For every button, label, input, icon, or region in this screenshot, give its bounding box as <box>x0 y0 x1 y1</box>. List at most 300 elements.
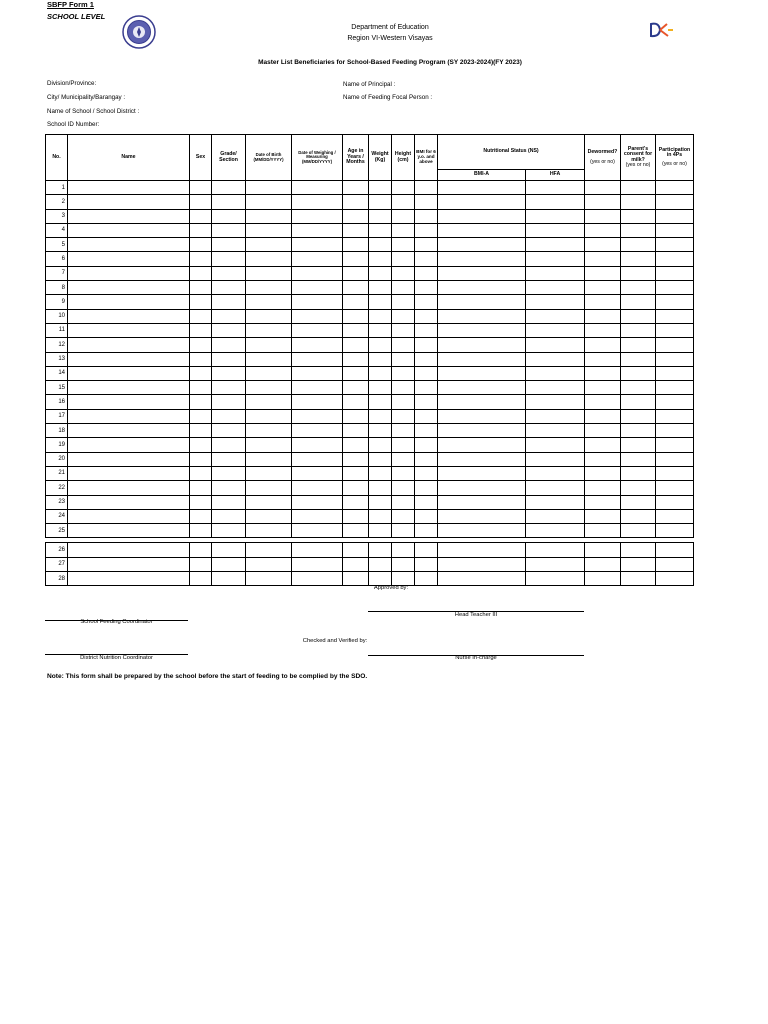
table-cell[interactable] <box>438 452 526 466</box>
table-cell[interactable] <box>369 195 392 209</box>
table-cell[interactable] <box>343 309 369 323</box>
table-cell[interactable] <box>656 281 694 295</box>
table-cell[interactable] <box>415 543 438 557</box>
table-cell[interactable] <box>585 238 621 252</box>
table-cell[interactable] <box>246 295 292 309</box>
table-cell[interactable] <box>656 252 694 266</box>
table-cell[interactable] <box>526 281 585 295</box>
table-cell[interactable] <box>438 366 526 380</box>
table-cell[interactable] <box>68 266 190 280</box>
table-cell[interactable] <box>656 309 694 323</box>
table-cell[interactable] <box>292 481 343 495</box>
table-cell[interactable] <box>292 381 343 395</box>
table-cell[interactable] <box>526 366 585 380</box>
table-cell[interactable] <box>343 557 369 571</box>
table-cell[interactable] <box>212 543 246 557</box>
table-cell[interactable] <box>68 381 190 395</box>
table-cell[interactable] <box>656 495 694 509</box>
table-cell[interactable] <box>68 209 190 223</box>
table-cell[interactable] <box>68 557 190 571</box>
table-cell[interactable] <box>526 209 585 223</box>
table-cell[interactable] <box>190 252 212 266</box>
table-cell[interactable] <box>246 524 292 538</box>
table-cell[interactable] <box>343 381 369 395</box>
table-cell[interactable] <box>190 395 212 409</box>
table-cell[interactable] <box>526 409 585 423</box>
table-cell[interactable] <box>292 424 343 438</box>
table-cell[interactable] <box>526 352 585 366</box>
table-cell[interactable] <box>585 309 621 323</box>
table-cell[interactable] <box>415 524 438 538</box>
table-cell[interactable] <box>246 352 292 366</box>
table-cell[interactable] <box>392 524 415 538</box>
table-cell[interactable] <box>369 495 392 509</box>
table-cell[interactable] <box>246 509 292 523</box>
table-cell[interactable] <box>212 223 246 237</box>
table-cell[interactable] <box>246 281 292 295</box>
table-cell[interactable] <box>343 524 369 538</box>
table-cell[interactable] <box>246 381 292 395</box>
table-cell[interactable] <box>526 481 585 495</box>
table-cell[interactable] <box>585 557 621 571</box>
table-cell[interactable] <box>212 481 246 495</box>
table-cell[interactable] <box>415 266 438 280</box>
table-cell[interactable] <box>343 481 369 495</box>
table-cell[interactable] <box>212 295 246 309</box>
table-cell[interactable] <box>656 181 694 195</box>
table-cell[interactable] <box>585 266 621 280</box>
table-cell[interactable] <box>526 338 585 352</box>
table-cell[interactable] <box>369 509 392 523</box>
table-cell[interactable] <box>212 509 246 523</box>
table-cell[interactable] <box>246 495 292 509</box>
table-cell[interactable] <box>369 543 392 557</box>
table-cell[interactable] <box>438 338 526 352</box>
table-cell[interactable] <box>415 238 438 252</box>
table-cell[interactable] <box>68 395 190 409</box>
table-cell[interactable] <box>212 572 246 586</box>
table-cell[interactable] <box>343 466 369 480</box>
table-cell[interactable] <box>369 223 392 237</box>
table-cell[interactable] <box>212 438 246 452</box>
table-cell[interactable] <box>212 395 246 409</box>
table-cell[interactable] <box>292 495 343 509</box>
table-cell[interactable] <box>621 223 656 237</box>
table-cell[interactable] <box>621 338 656 352</box>
table-cell[interactable] <box>190 195 212 209</box>
table-cell[interactable] <box>369 409 392 423</box>
table-cell[interactable] <box>292 252 343 266</box>
table-cell[interactable] <box>526 266 585 280</box>
table-cell[interactable] <box>585 281 621 295</box>
table-cell[interactable] <box>415 323 438 337</box>
table-cell[interactable] <box>392 509 415 523</box>
table-cell[interactable] <box>246 438 292 452</box>
table-cell[interactable] <box>585 452 621 466</box>
table-cell[interactable] <box>246 309 292 323</box>
table-cell[interactable] <box>343 572 369 586</box>
table-cell[interactable] <box>246 543 292 557</box>
table-cell[interactable] <box>526 495 585 509</box>
table-cell[interactable] <box>369 266 392 280</box>
table-cell[interactable] <box>621 495 656 509</box>
table-cell[interactable] <box>621 466 656 480</box>
table-cell[interactable] <box>190 223 212 237</box>
table-cell[interactable] <box>246 223 292 237</box>
table-cell[interactable] <box>212 381 246 395</box>
table-cell[interactable] <box>343 266 369 280</box>
table-cell[interactable] <box>392 543 415 557</box>
table-cell[interactable] <box>438 509 526 523</box>
table-cell[interactable] <box>343 338 369 352</box>
table-cell[interactable] <box>415 495 438 509</box>
table-cell[interactable] <box>585 395 621 409</box>
table-cell[interactable] <box>246 338 292 352</box>
table-cell[interactable] <box>68 281 190 295</box>
table-cell[interactable] <box>190 323 212 337</box>
table-cell[interactable] <box>621 352 656 366</box>
table-cell[interactable] <box>369 557 392 571</box>
table-cell[interactable] <box>438 238 526 252</box>
table-cell[interactable] <box>392 452 415 466</box>
table-cell[interactable] <box>621 309 656 323</box>
table-cell[interactable] <box>438 309 526 323</box>
table-cell[interactable] <box>292 557 343 571</box>
table-cell[interactable] <box>369 295 392 309</box>
table-cell[interactable] <box>392 266 415 280</box>
table-cell[interactable] <box>369 252 392 266</box>
table-cell[interactable] <box>343 209 369 223</box>
table-cell[interactable] <box>621 195 656 209</box>
table-cell[interactable] <box>656 366 694 380</box>
table-cell[interactable] <box>438 395 526 409</box>
table-cell[interactable] <box>526 395 585 409</box>
table-cell[interactable] <box>656 438 694 452</box>
table-cell[interactable] <box>190 572 212 586</box>
table-cell[interactable] <box>190 438 212 452</box>
table-cell[interactable] <box>212 424 246 438</box>
table-cell[interactable] <box>621 281 656 295</box>
table-cell[interactable] <box>369 238 392 252</box>
table-cell[interactable] <box>292 452 343 466</box>
table-cell[interactable] <box>621 238 656 252</box>
table-cell[interactable] <box>369 338 392 352</box>
table-cell[interactable] <box>526 557 585 571</box>
table-cell[interactable] <box>438 524 526 538</box>
table-cell[interactable] <box>392 381 415 395</box>
table-cell[interactable] <box>621 543 656 557</box>
table-cell[interactable] <box>526 452 585 466</box>
table-cell[interactable] <box>392 409 415 423</box>
table-cell[interactable] <box>292 309 343 323</box>
table-cell[interactable] <box>656 572 694 586</box>
table-cell[interactable] <box>438 572 526 586</box>
table-cell[interactable] <box>415 466 438 480</box>
table-cell[interactable] <box>246 557 292 571</box>
table-cell[interactable] <box>68 409 190 423</box>
table-cell[interactable] <box>369 524 392 538</box>
table-cell[interactable] <box>68 195 190 209</box>
table-cell[interactable] <box>190 452 212 466</box>
table-cell[interactable] <box>68 252 190 266</box>
table-cell[interactable] <box>415 381 438 395</box>
table-cell[interactable] <box>292 223 343 237</box>
table-cell[interactable] <box>190 381 212 395</box>
table-cell[interactable] <box>68 524 190 538</box>
table-cell[interactable] <box>585 366 621 380</box>
table-cell[interactable] <box>656 381 694 395</box>
table-cell[interactable] <box>656 409 694 423</box>
table-cell[interactable] <box>526 466 585 480</box>
table-cell[interactable] <box>246 252 292 266</box>
table-cell[interactable] <box>369 395 392 409</box>
table-cell[interactable] <box>68 466 190 480</box>
table-cell[interactable] <box>190 481 212 495</box>
table-cell[interactable] <box>585 572 621 586</box>
table-cell[interactable] <box>526 295 585 309</box>
table-cell[interactable] <box>292 543 343 557</box>
table-cell[interactable] <box>585 424 621 438</box>
table-cell[interactable] <box>343 366 369 380</box>
table-cell[interactable] <box>392 238 415 252</box>
table-cell[interactable] <box>415 409 438 423</box>
table-cell[interactable] <box>392 209 415 223</box>
table-cell[interactable] <box>526 238 585 252</box>
table-cell[interactable] <box>621 409 656 423</box>
table-cell[interactable] <box>656 223 694 237</box>
table-cell[interactable] <box>656 424 694 438</box>
table-cell[interactable] <box>212 323 246 337</box>
table-cell[interactable] <box>343 543 369 557</box>
table-cell[interactable] <box>190 181 212 195</box>
table-cell[interactable] <box>585 295 621 309</box>
table-cell[interactable] <box>585 381 621 395</box>
table-cell[interactable] <box>621 381 656 395</box>
table-cell[interactable] <box>343 395 369 409</box>
table-cell[interactable] <box>621 557 656 571</box>
table-cell[interactable] <box>392 557 415 571</box>
table-cell[interactable] <box>343 195 369 209</box>
table-cell[interactable] <box>369 424 392 438</box>
table-cell[interactable] <box>656 338 694 352</box>
table-cell[interactable] <box>212 281 246 295</box>
table-cell[interactable] <box>369 381 392 395</box>
table-cell[interactable] <box>585 195 621 209</box>
table-cell[interactable] <box>415 424 438 438</box>
table-cell[interactable] <box>415 252 438 266</box>
table-cell[interactable] <box>526 543 585 557</box>
table-cell[interactable] <box>415 366 438 380</box>
table-cell[interactable] <box>526 438 585 452</box>
table-cell[interactable] <box>621 323 656 337</box>
table-cell[interactable] <box>438 543 526 557</box>
table-cell[interactable] <box>68 223 190 237</box>
table-cell[interactable] <box>656 557 694 571</box>
table-cell[interactable] <box>343 424 369 438</box>
table-cell[interactable] <box>656 481 694 495</box>
table-cell[interactable] <box>415 338 438 352</box>
table-cell[interactable] <box>246 481 292 495</box>
table-cell[interactable] <box>585 524 621 538</box>
table-cell[interactable] <box>585 495 621 509</box>
table-cell[interactable] <box>369 466 392 480</box>
table-cell[interactable] <box>343 252 369 266</box>
table-cell[interactable] <box>656 524 694 538</box>
table-cell[interactable] <box>212 495 246 509</box>
table-cell[interactable] <box>246 181 292 195</box>
table-cell[interactable] <box>438 281 526 295</box>
table-cell[interactable] <box>68 572 190 586</box>
table-cell[interactable] <box>343 295 369 309</box>
table-cell[interactable] <box>369 209 392 223</box>
table-cell[interactable] <box>246 323 292 337</box>
table-cell[interactable] <box>621 295 656 309</box>
table-cell[interactable] <box>190 352 212 366</box>
table-cell[interactable] <box>415 452 438 466</box>
table-cell[interactable] <box>212 181 246 195</box>
table-cell[interactable] <box>68 424 190 438</box>
table-cell[interactable] <box>621 438 656 452</box>
table-cell[interactable] <box>621 366 656 380</box>
table-cell[interactable] <box>292 438 343 452</box>
table-cell[interactable] <box>68 438 190 452</box>
table-cell[interactable] <box>190 543 212 557</box>
table-cell[interactable] <box>292 209 343 223</box>
table-cell[interactable] <box>585 323 621 337</box>
table-cell[interactable] <box>68 323 190 337</box>
table-cell[interactable] <box>246 366 292 380</box>
table-cell[interactable] <box>621 481 656 495</box>
table-cell[interactable] <box>212 266 246 280</box>
table-cell[interactable] <box>656 266 694 280</box>
table-cell[interactable] <box>585 409 621 423</box>
table-cell[interactable] <box>392 495 415 509</box>
table-cell[interactable] <box>415 281 438 295</box>
table-cell[interactable] <box>621 524 656 538</box>
table-cell[interactable] <box>343 509 369 523</box>
table-cell[interactable] <box>392 252 415 266</box>
table-cell[interactable] <box>343 223 369 237</box>
table-cell[interactable] <box>656 323 694 337</box>
table-cell[interactable] <box>190 266 212 280</box>
table-cell[interactable] <box>343 438 369 452</box>
table-cell[interactable] <box>585 466 621 480</box>
table-cell[interactable] <box>392 323 415 337</box>
table-cell[interactable] <box>392 195 415 209</box>
table-cell[interactable] <box>656 395 694 409</box>
table-cell[interactable] <box>190 366 212 380</box>
table-cell[interactable] <box>621 181 656 195</box>
table-cell[interactable] <box>526 509 585 523</box>
table-cell[interactable] <box>212 366 246 380</box>
table-cell[interactable] <box>246 395 292 409</box>
table-cell[interactable] <box>392 424 415 438</box>
table-cell[interactable] <box>68 481 190 495</box>
table-cell[interactable] <box>526 381 585 395</box>
table-cell[interactable] <box>292 572 343 586</box>
table-cell[interactable] <box>246 572 292 586</box>
table-cell[interactable] <box>438 266 526 280</box>
table-cell[interactable] <box>190 338 212 352</box>
table-cell[interactable] <box>621 395 656 409</box>
table-cell[interactable] <box>585 252 621 266</box>
table-cell[interactable] <box>343 323 369 337</box>
table-cell[interactable] <box>438 323 526 337</box>
table-cell[interactable] <box>526 424 585 438</box>
table-cell[interactable] <box>415 557 438 571</box>
table-cell[interactable] <box>438 495 526 509</box>
table-cell[interactable] <box>212 409 246 423</box>
table-cell[interactable] <box>212 557 246 571</box>
table-cell[interactable] <box>190 557 212 571</box>
table-cell[interactable] <box>369 309 392 323</box>
table-cell[interactable] <box>526 524 585 538</box>
table-cell[interactable] <box>656 238 694 252</box>
table-cell[interactable] <box>621 572 656 586</box>
table-cell[interactable] <box>526 252 585 266</box>
table-cell[interactable] <box>292 409 343 423</box>
table-cell[interactable] <box>369 366 392 380</box>
table-cell[interactable] <box>621 452 656 466</box>
table-cell[interactable] <box>621 266 656 280</box>
table-cell[interactable] <box>656 209 694 223</box>
table-cell[interactable] <box>415 223 438 237</box>
table-cell[interactable] <box>212 452 246 466</box>
table-cell[interactable] <box>526 323 585 337</box>
table-cell[interactable] <box>585 543 621 557</box>
table-cell[interactable] <box>392 438 415 452</box>
table-cell[interactable] <box>526 223 585 237</box>
table-cell[interactable] <box>68 238 190 252</box>
table-cell[interactable] <box>415 309 438 323</box>
table-cell[interactable] <box>343 352 369 366</box>
table-cell[interactable] <box>438 466 526 480</box>
table-cell[interactable] <box>585 223 621 237</box>
table-cell[interactable] <box>68 352 190 366</box>
table-cell[interactable] <box>415 481 438 495</box>
table-cell[interactable] <box>438 381 526 395</box>
table-cell[interactable] <box>392 295 415 309</box>
table-cell[interactable] <box>343 409 369 423</box>
table-cell[interactable] <box>392 281 415 295</box>
table-cell[interactable] <box>369 572 392 586</box>
table-cell[interactable] <box>392 572 415 586</box>
table-cell[interactable] <box>292 295 343 309</box>
table-cell[interactable] <box>438 252 526 266</box>
table-cell[interactable] <box>68 366 190 380</box>
table-cell[interactable] <box>68 509 190 523</box>
table-cell[interactable] <box>415 209 438 223</box>
table-cell[interactable] <box>585 352 621 366</box>
table-cell[interactable] <box>369 323 392 337</box>
table-cell[interactable] <box>343 495 369 509</box>
table-cell[interactable] <box>656 543 694 557</box>
table-cell[interactable] <box>68 543 190 557</box>
table-cell[interactable] <box>292 195 343 209</box>
table-cell[interactable] <box>656 452 694 466</box>
table-cell[interactable] <box>190 238 212 252</box>
table-cell[interactable] <box>438 209 526 223</box>
table-cell[interactable] <box>190 209 212 223</box>
table-cell[interactable] <box>392 366 415 380</box>
table-cell[interactable] <box>656 352 694 366</box>
table-cell[interactable] <box>343 281 369 295</box>
table-cell[interactable] <box>585 438 621 452</box>
table-cell[interactable] <box>190 309 212 323</box>
table-cell[interactable] <box>656 509 694 523</box>
table-cell[interactable] <box>292 366 343 380</box>
table-cell[interactable] <box>190 424 212 438</box>
